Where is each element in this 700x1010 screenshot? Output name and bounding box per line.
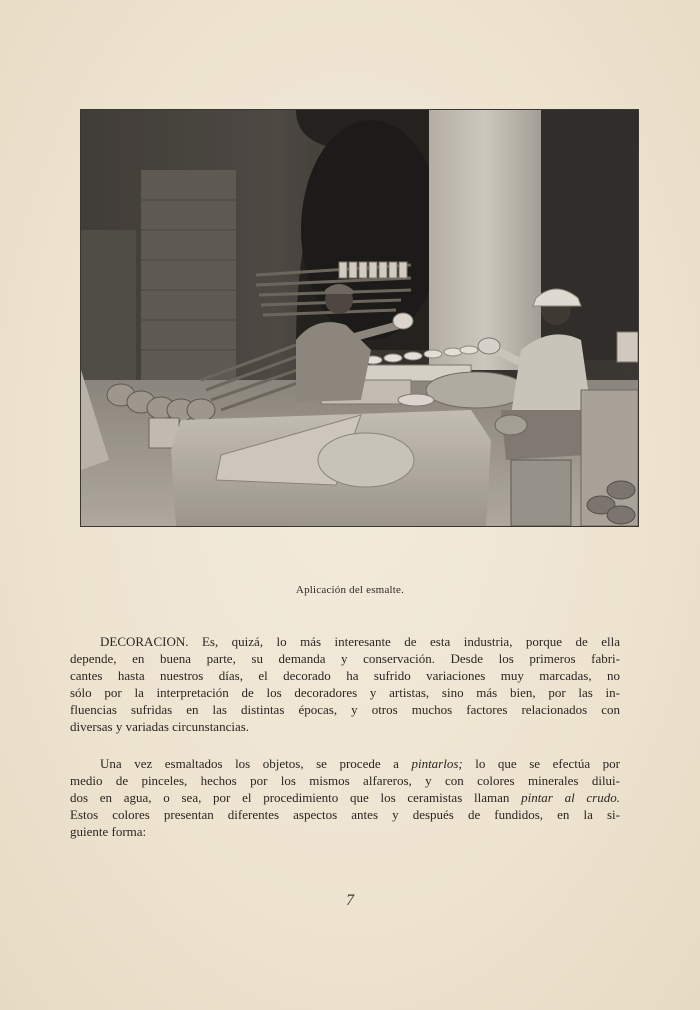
photo-illustration xyxy=(81,110,638,526)
page-number: 7 xyxy=(346,892,354,909)
italic-term: pintar al crudo. xyxy=(521,790,620,805)
text-line: diversas y variadas circunstancias. xyxy=(70,719,250,734)
text-line xyxy=(70,789,620,806)
text-run: dos en agua, o sea, por el procedimiento que los ceramistas llaman xyxy=(70,790,522,805)
photo-caption: Aplicación del esmalte. xyxy=(295,584,405,596)
paragraph-pintarlos xyxy=(70,755,620,840)
text-line: depende, en buena parte, su demanda y conservación. Desde los primeros fabri- xyxy=(70,651,620,666)
text-line: Estos colores presentan diferentes aspectos antes y después de fundidos, en la si- xyxy=(70,807,620,822)
text-line xyxy=(99,755,620,772)
italic-term: pintarlos; xyxy=(411,756,463,771)
text-line: DECORACION. Es, quizá, lo más interesante de esta industria, porque de ella xyxy=(100,634,620,649)
text-line: sólo por la interpretación de los decoradores y artistas, sino más bien, por las in- xyxy=(70,685,620,700)
text-run: Una vez esmaltados los objetos, se procede a xyxy=(100,756,412,771)
text-run: lo que se efectúa por xyxy=(462,756,620,771)
text-line: guiente forma: xyxy=(70,824,147,839)
paragraph-decoracion xyxy=(70,633,620,735)
text-line: fluencias sufridas en las distintas épocas, y otros muchos factores relacionados con xyxy=(70,702,620,717)
text-line: medio de pinceles, hechos por los mismos alfareros, y con colores minerales dilui- xyxy=(70,773,620,788)
text-line: cantes hasta nuestros días, el decorado ha sufrido variaciones muy marcadas, no xyxy=(70,668,620,683)
pottery-workshop-photo xyxy=(81,110,638,526)
